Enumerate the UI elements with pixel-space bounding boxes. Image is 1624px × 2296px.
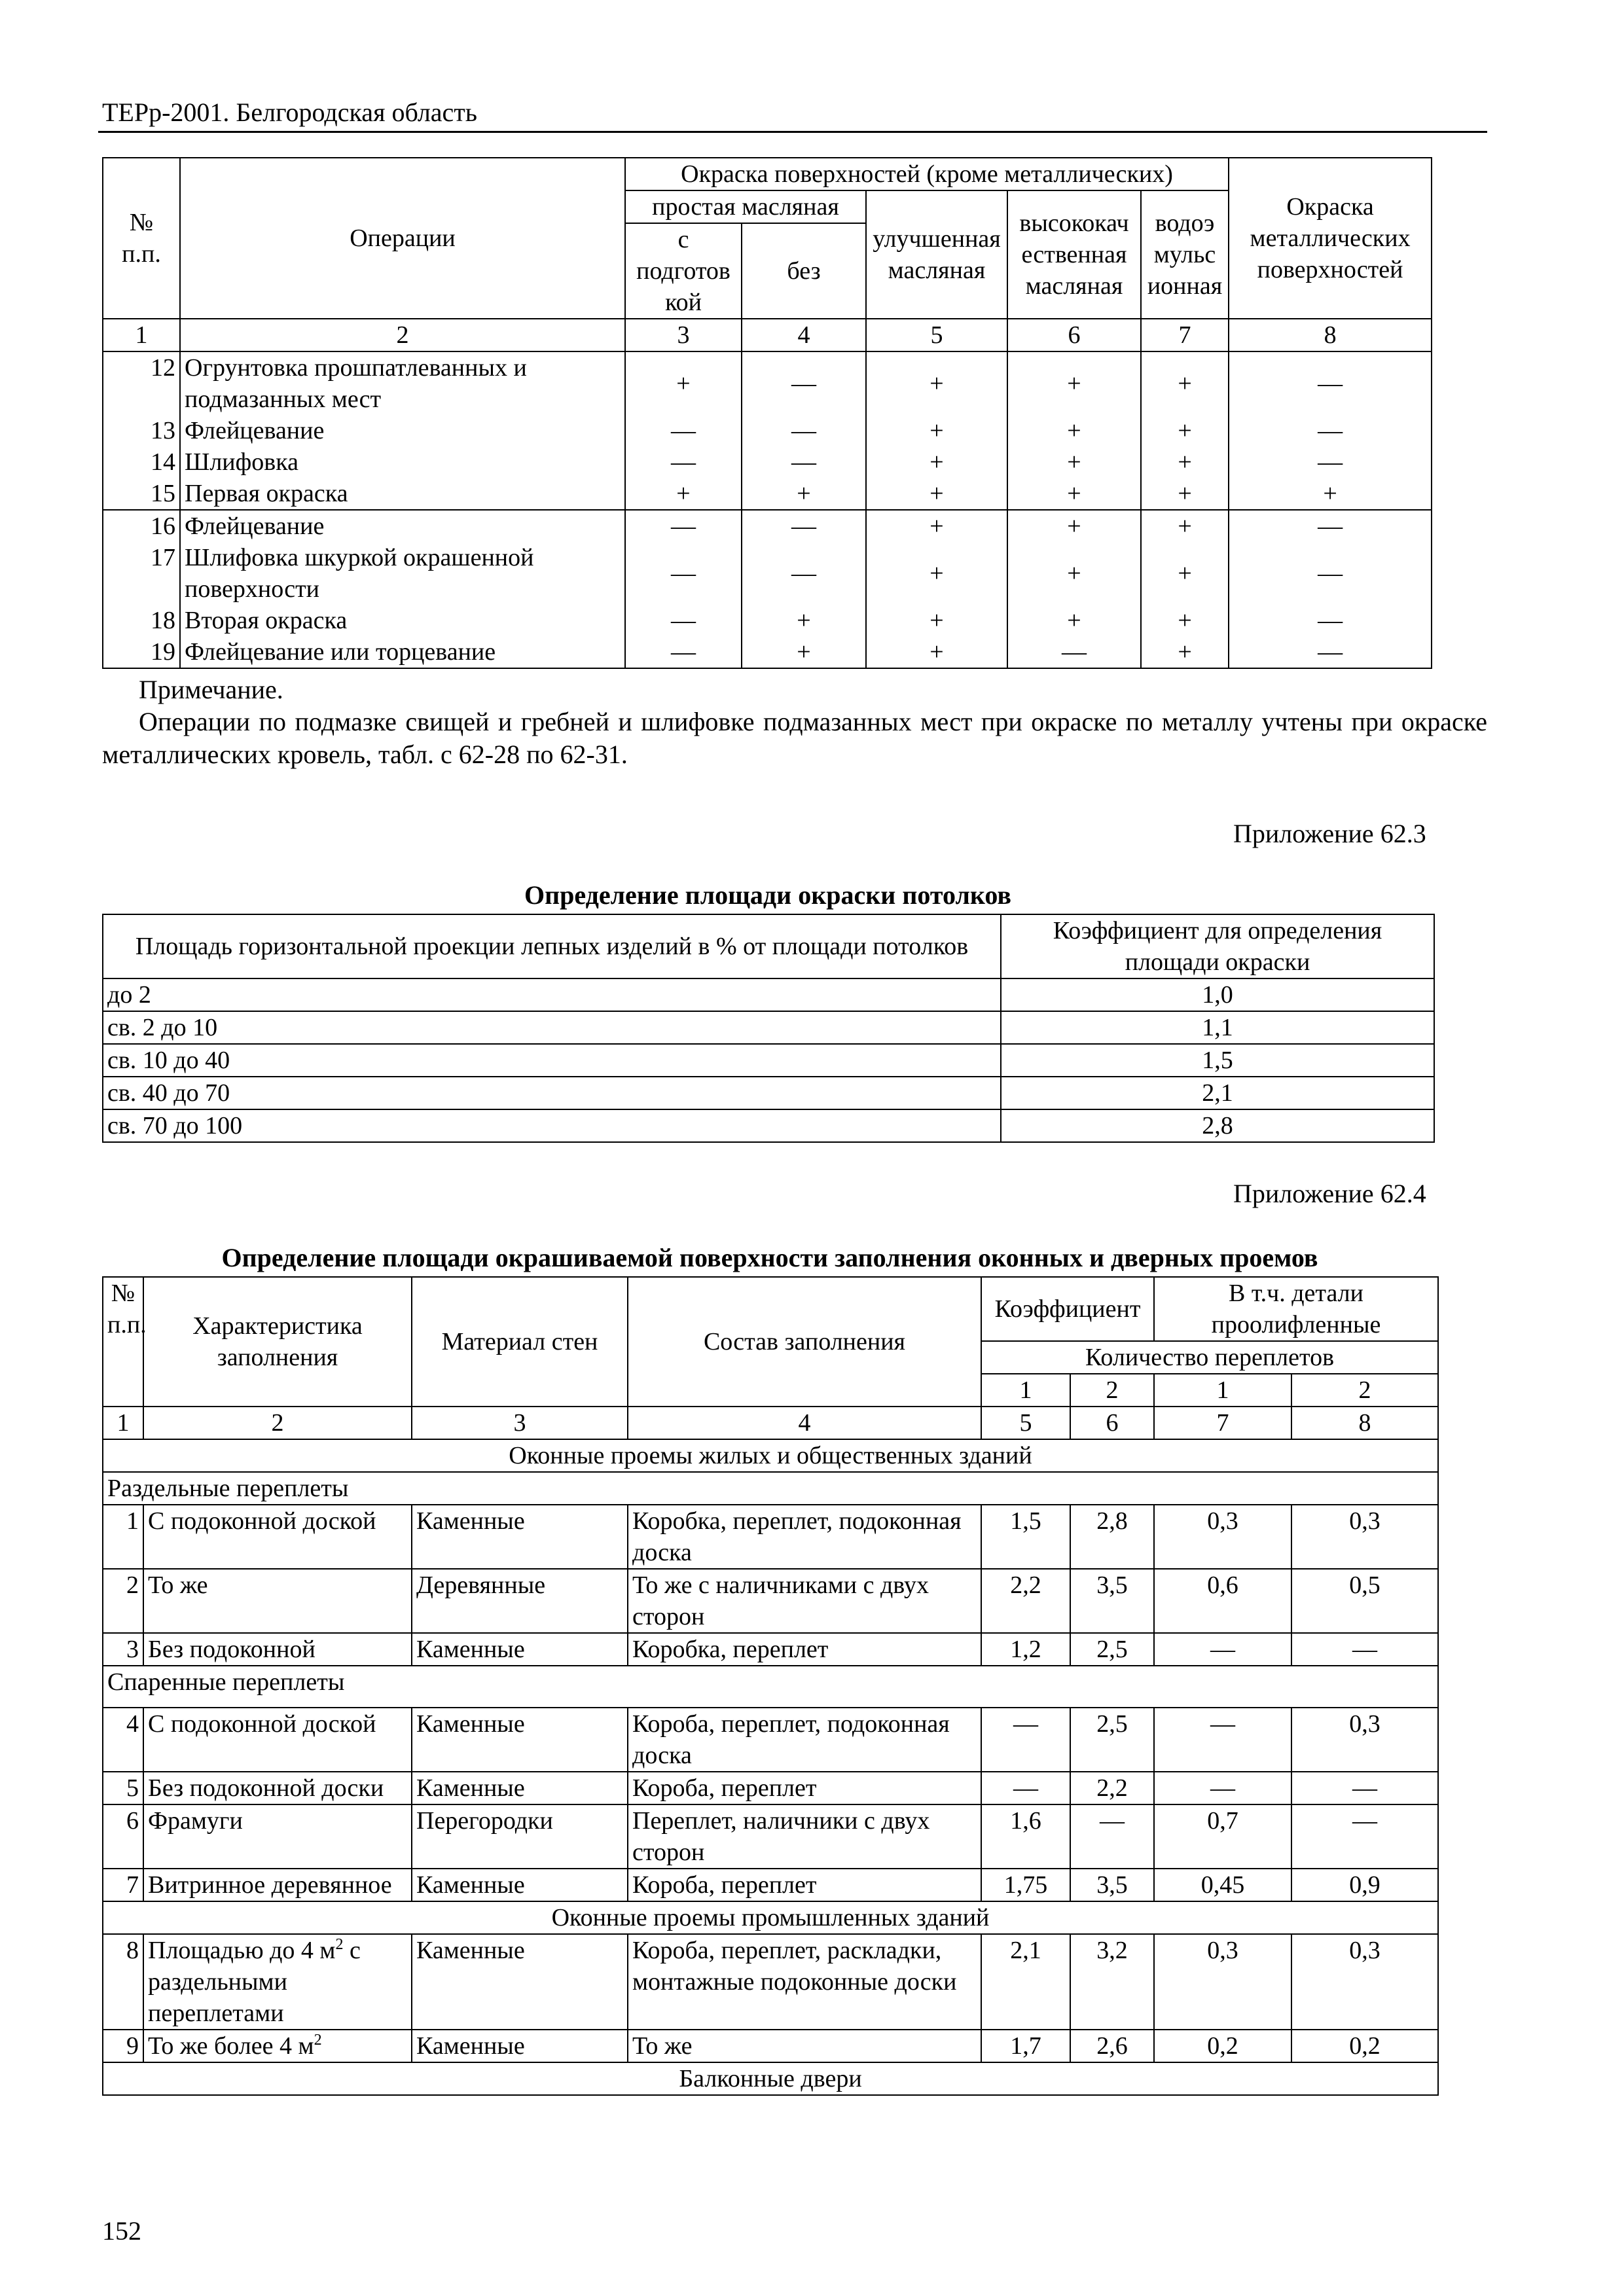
window-door-table: № п.п. Характеристика заполнения Материал стен Состав заполнения Коэффициент В т.ч. детали проолифленные Количество переплетов 1 2 1 2 1 2 3 4 5 6 7 8 Оконные проемы жилых и общественных зданий Раздельные переплеты 1 С подоконной доской Каменные Коробка, переплет, подоконная доска 1,5 2,8 0,3 0,3 2 То же Деревянные То же с наличниками с двух сторон 2,2 3,5 0,6 0,5 3 Без подоконной Каменные Коробка, переплет 1,2 2,5 — — Спаренные переплеты 4 С подоконной доской Каменные Короба, переплет, подоконная доска — 2,5 — 0,3 5 Без подоконной доски Каменные Короба, переплет — 2,2 — — 6 Фрамуги Перегородки Переплет, наличники с двух сторон 1,6 — 0,7 — 7 Витринное деревянное Каменные Короба, переплет 1,75 3,5 0,45 0,9 Оконные проемы промышленных зданий 8 Площадью до 4 $м^2$ с раздельными переплетами Каменные Короба, переплет, раскладки, монтажные подоконные доски 2,1 3,2 0,3 0,3 9 То же более 4 $м^2$ Каменные То же 1,7 2,6 0,2 0,2 Балконные двери <box>102 1276 1439 2096</box>
table-row: 1 С подоконной доской Каменные Коробка, переплет, подоконная доска 1,5 2,8 0,3 0,3 <box>103 1505 1438 1569</box>
header-fill-content: Состав заполнения <box>628 1277 981 1407</box>
table-row: 15 Первая окраска + + + + + + <box>103 478 1432 510</box>
table-row: св. 2 до 10 1,1 <box>103 1011 1434 1044</box>
table-row: св. 10 до 40 1,5 <box>103 1044 1434 1077</box>
table-row: 7 Витринное деревянное Каменные Короба, переплет 1,75 3,5 0,45 0,9 <box>103 1869 1438 1901</box>
table-row: 5 Без подоконной доски Каменные Короба, переплет — 2,2 — — <box>103 1772 1438 1804</box>
header-coefficient: Коэффициент <box>981 1277 1154 1341</box>
table-row: 13 Флейцевание — — + + + — <box>103 415 1432 446</box>
table-row: св. 70 до 100 2,8 <box>103 1109 1434 1142</box>
table-row: 4 С подоконной доской Каменные Короба, переплет, подоконная доска — 2,5 — 0,3 <box>103 1708 1438 1772</box>
table-row: 9 То же более 4 $м^2$ Каменные То же 1,7 2,6 0,2 0,2 <box>103 2030 1438 2062</box>
operations-table <box>102 157 1432 669</box>
characteristic-cell: То же более 4 $м^2$ <box>143 2030 412 2062</box>
section-balcony-doors: Балконные двери <box>103 2062 1438 2095</box>
table-row: 14 Шлифовка — — + + + — <box>103 446 1432 478</box>
page-number: 152 <box>102 2216 141 2246</box>
table-row: 12 Огрунтовка прошпатлеванных и подмазанных мест + — + + + — <box>103 351 1432 415</box>
column-numbers-row: 1 2 3 4 5 6 7 8 <box>103 319 1432 351</box>
table-row: 17 Шлифовка шкуркой окрашенной поверхности — — + + + — <box>103 542 1432 605</box>
header-water-emulsion: водоэ мульс ионная <box>1141 190 1229 319</box>
header-improved-oil: улучшенная масляная <box>866 190 1007 319</box>
table-row: до 2 1,0 <box>103 978 1434 1011</box>
table-row: 18 Вторая окраска — + + + + — <box>103 605 1432 636</box>
section-industrial: Оконные проемы промышленных зданий <box>103 1901 1438 1934</box>
note-title: Примечание. <box>139 675 283 704</box>
table-row: 6 Фрамуги Перегородки Переплет, наличники с двух сторон 1,6 — 0,7 — <box>103 1804 1438 1869</box>
table-row: 16 Флейцевание — — + + + — <box>103 510 1432 542</box>
header-with-preparation: с подготов кой <box>625 223 742 319</box>
header-coefficient: Коэффициент для определения площади окраски <box>1001 914 1434 978</box>
note-text: Операции по подмазке свищей и гребней и шлифовке подмазанных мест при окраске по металлу учтены при окраске металлических кровель, табл. с 62-28 по 62-31. <box>102 707 1487 769</box>
header-operations: Операции <box>180 158 625 319</box>
appendix-label: Приложение 62.4 <box>1233 1179 1426 1208</box>
appendix-label: Приложение 62.3 <box>1233 819 1426 848</box>
table-caption: Определение площади окрашиваемой поверхности заполнения оконных и дверных проемов <box>221 1243 1318 1272</box>
characteristic-cell: Площадью до 4 $м^2$ с раздельными переплетами <box>143 1934 412 2030</box>
group-paired-sashes: Спаренные переплеты <box>103 1666 1438 1708</box>
table-row: 19 Флейцевание или торцевание — + + — + — <box>103 636 1432 668</box>
header-projection-area: Площадь горизонтальной проекции лепных изделий в % от площади потолков <box>103 914 1001 978</box>
header-no: № п.п. <box>103 1277 143 1407</box>
table-row: св. 40 до 70 2,1 <box>103 1077 1434 1109</box>
header-no: № п.п. <box>103 158 180 319</box>
header-high-quality-oil: высококач ественная масляная <box>1007 190 1141 319</box>
table-row: 8 Площадью до 4 $м^2$ с раздельными переплетами Каменные Короба, переплет, раскладки, монтажные подоконные доски 2,1 3,2 0,3 0,3 <box>103 1934 1438 2030</box>
header-characteristic: Характеристика заполнения <box>143 1277 412 1407</box>
column-numbers-row: 1 2 3 4 5 6 7 8 <box>103 1407 1438 1439</box>
page-header: ТЕРр-2001. Белгородская область <box>102 98 478 127</box>
header-rule <box>98 131 1487 133</box>
ceiling-area-table <box>102 914 1435 1143</box>
group-separate-sashes: Раздельные переплеты <box>103 1472 1438 1505</box>
section-residential: Оконные проемы жилых и общественных зданий <box>103 1439 1438 1472</box>
header-sash-count: Количество переплетов <box>981 1341 1438 1374</box>
header-surface-painting: Окраска поверхностей (кроме металлических) <box>625 158 1229 190</box>
header-including-oiled: В т.ч. детали проолифленные <box>1154 1277 1438 1341</box>
header-metal-painting: Окраска металлических поверхностей <box>1229 158 1432 319</box>
table-row: 2 То же Деревянные То же с наличниками с двух сторон 2,2 3,5 0,6 0,5 <box>103 1569 1438 1633</box>
table-row: 3 Без подоконной Каменные Коробка, переплет 1,2 2,5 — — <box>103 1633 1438 1666</box>
header-without: без <box>742 223 866 319</box>
header-simple-oil: простая масляная <box>625 190 866 223</box>
header-wall-material: Материал стен <box>412 1277 628 1407</box>
table-caption: Определение площади окраски потолков <box>524 880 1012 910</box>
